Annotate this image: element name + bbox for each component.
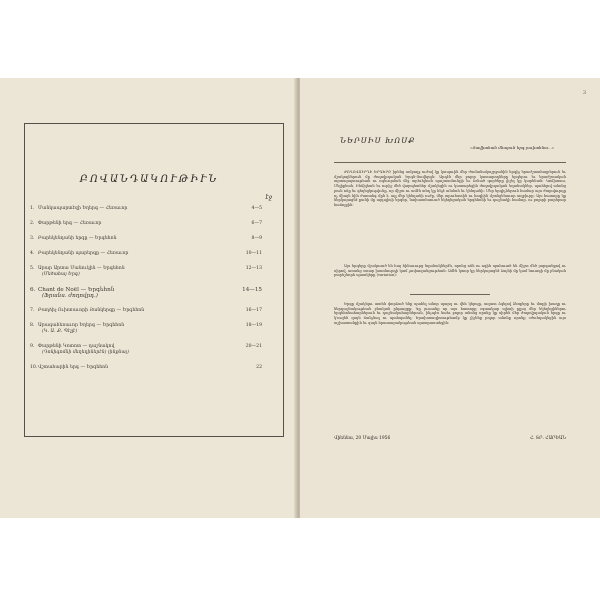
toc-item-pages: 14—15 <box>242 287 262 293</box>
toc-item-text: Փարթենի երգ — Հեռաւոր <box>38 221 102 226</box>
place-date: Վիեննա, 20 Մայիս 1956 <box>334 436 391 441</box>
article-paragraph-3: Երգը մշակելու ատեն փորձած ենք պահել անոր պարզ ու վեհ կերպը, ազատ ձգելով ձեռքերը եւ մտքի խաղը ու ներդաշնակութեան բնական ընթացքը։ Կը յուսանք որ այս հատորը օգտակար պիտի ըլլայ մեր եկեղեցիներու երգեհոնահարներուն եւ դաշնակահարներուն, ինչպէս նաեւ բոլոր անոնց որոնք կը սիրեն մեր ժողովրդական երգը ու կ'ուզեն զայն ճանչնալ ու պահպանել։ Երախտագիտութեամբ կը յիշենք բոլոր անոնք որոնք օժանդակեցին այս աշխատանքին եւ զայն հրատարակութեան պատրաստեցին։ <box>334 302 566 325</box>
toc-item-title <box>38 206 238 212</box>
toc-item-number: 5. <box>30 266 35 271</box>
toc-item-pages: 4—5 <box>251 206 262 211</box>
toc-item-title <box>38 251 238 257</box>
toc-item-title <box>38 266 238 278</box>
toc-item-number: 2. <box>30 221 35 226</box>
toc-item-number: 4. <box>30 251 35 256</box>
left-page <box>0 78 298 518</box>
toc-item-pages: 10—11 <box>245 251 262 256</box>
toc-item <box>30 221 262 227</box>
toc-item-text: Արագահեռաւոր Եղերգ — Երգեհոն <box>38 323 125 328</box>
toc-item <box>30 287 262 299</box>
toc-item-title <box>38 308 238 314</box>
toc-item <box>30 266 262 278</box>
toc-item-subtitle: (Ֆրանս. ժողովրդ.) <box>42 293 98 299</box>
toc-item-pages: 6—7 <box>251 221 262 226</box>
toc-item <box>30 344 262 356</box>
section-divider <box>410 294 490 295</box>
toc-item-text: Chant de Noël — Երգեհոն <box>38 287 115 293</box>
toc-list <box>30 206 262 380</box>
toc-item-number: 10. <box>30 365 38 370</box>
toc-item-text: Արար Արտա Մանուկին — Երգեհոն <box>38 266 125 271</box>
toc-page-column-head: էջ <box>265 194 272 201</box>
toc-item-number: 1. <box>30 206 35 211</box>
article-epigraph: «Յավիտեան մնայուն երգ յաւիտենա...» <box>470 145 555 150</box>
open-book <box>0 78 600 518</box>
toc-item-pages: 20—21 <box>245 344 262 349</box>
toc-item <box>30 365 262 371</box>
toc-item-title <box>38 323 238 335</box>
toc-item-subtitle: (Մեծահայ Երգ) <box>42 272 80 277</box>
toc-item-text: Բարեկենդանի երգը — Երգեհոն <box>38 236 117 241</box>
signature-row <box>334 436 566 441</box>
toc-item-title <box>38 287 238 299</box>
right-page <box>300 78 600 518</box>
toc-item <box>30 308 262 314</box>
article-paragraph-2: Այս երգերը մշակուած են հայ հինաւուրց եղանակներէն, որոնց ոճն ու ոգին պահուած են միշտ մեծ յարգանքով ու սիրով, առանց օտար խառնուրդի կամ չափազանցութեան։ Ամէն կտոր կը ներկայացնէ ձայնի մը կամ նուագի մը բնական բարեշնորհ պատկերը (variation): <box>334 264 566 278</box>
toc-item-number: 3. <box>30 236 35 241</box>
article-title: ՆԵՐՍԻՍ ԽՈՍՔ <box>340 136 416 145</box>
toc-item-title <box>38 221 238 227</box>
toc-item-number: 9. <box>30 344 35 349</box>
toc-item-text: Վշտահարին երգ — Երգեհոն <box>38 365 109 370</box>
toc-item-pages: 16—17 <box>245 308 262 313</box>
toc-item-text: Փարթենի Կոտոտ — դաշնակով <box>38 344 115 349</box>
toc-item-subtitle: (Դոնիգոմնի մեղեդիներէն) (ինքնայ) <box>42 350 129 355</box>
toc-item <box>30 251 262 257</box>
toc-item-text: Բաղձիչ Ուխտաւորի Յանկերգը — Երգեհոն <box>38 308 145 313</box>
page-number: 3 <box>582 90 586 96</box>
toc-item-text: Բարեկենդանի պարերգը — Հեռաւոր <box>38 251 129 256</box>
toc-item-pages: 22 <box>256 365 262 370</box>
toc-item-pages: 12—13 <box>245 266 262 271</box>
toc-item-subtitle: (Կ. Ա. Ք. Պէլլէ) <box>42 329 78 334</box>
toc-item-number: 7. <box>30 308 35 313</box>
title-divider <box>334 162 566 163</box>
article-paragraph-1: ԺՈՂՈՎՈՒՐԴԻ ԵՐԳԵՐԸ իրենց ամբողջ ուժով կը կապուին մեր ժամանակաշրջանին երգիչ երաժշտահայրերուն եւ մշակողներուն մը ժողովրդական Երգն-Ցավերգն։ Արդէն մեր բոլոր կատարողները երգերու եւ երաժշտական արտայայտութեան ու ոգեւորման մէջ արեւելեան պաշտամունքի եւ ձօնած գործերը յիշել կը կարենան։ Կոմիտաս, Մելիքեան, Ինճիլեան եւ ուրիշ մեծ վարպետներ մշակեցին ու կատարեցին ժողովրդական եղանակներ, պահելով անոնց բուն ոճը եւ գեղեցկութիւնը, որ միշտ ու ամէն տեղ կը հնչէ անմահ եւ կենդանի։ Մեր երգիչներուն համար այս ժողովուրդը ոչ միայն հին ժառանգ մըն է, այլ մեր կենդանի ուժը, մեր արուեստին ու հոգիին մշտնջենաւոր աղբիւրը։ Այս հատորը կը ներկայացնէ քանի մը այդպիսի երգեր, նախատեսուած եկեղեցական երգեհոնի եւ դաշնակի համար, ու բոլորի բարերար հաճոյքին։ <box>334 170 566 207</box>
toc-item-title <box>38 365 238 371</box>
toc-item-text: Մանկապարտէզի Եղերգ — Հեռաւոր <box>38 206 128 211</box>
toc-item <box>30 206 262 212</box>
toc-item-number: 6. <box>30 287 36 293</box>
toc-item <box>30 236 262 242</box>
toc-title: ԲՈՎԱՆԴԱԿՈՒԹԻՒՆ <box>79 174 219 185</box>
toc-item-title <box>38 344 238 356</box>
toc-item <box>30 323 262 335</box>
toc-item-number: 8. <box>30 323 35 328</box>
toc-item-pages: 18—19 <box>245 323 262 328</box>
author-signature: Հ. ՏՐ. ՀԱՐԵԱՆ <box>529 436 566 441</box>
toc-item-title <box>38 236 238 242</box>
toc-item-pages: 8—9 <box>251 236 262 241</box>
